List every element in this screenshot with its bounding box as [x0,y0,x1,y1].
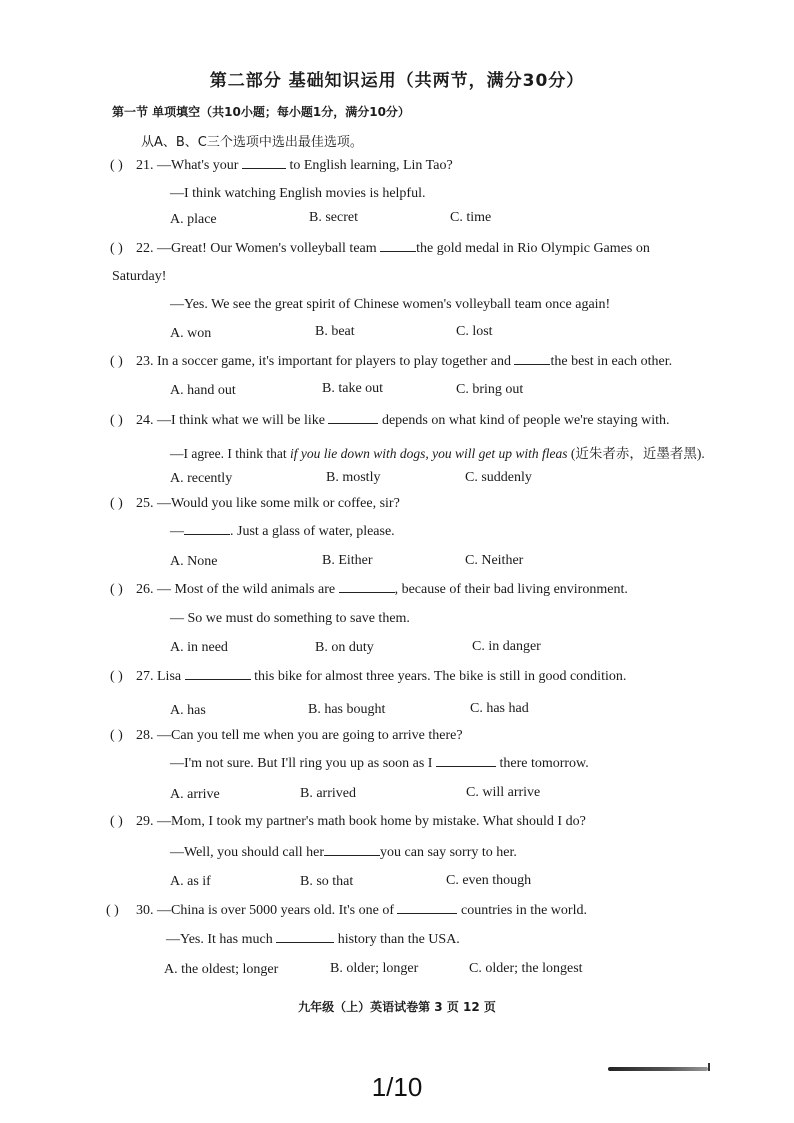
stem-text: depends on what kind of people we're staying with. [378,413,670,428]
option-b: B. beat [315,324,355,339]
option-b: B. arrived [300,786,356,801]
stem-text: this bike for almost three years. The bike is still in good condition. [250,669,627,684]
option-a: A. hand out [170,383,236,398]
idiom-text: if you lie down with dogs, you will get up with fleas [289,446,568,461]
page-footer: 九年级（上）英语试卷第 3 页 12 页 [298,1000,496,1014]
option-a: A. the oldest; longer [164,962,279,977]
scan-mark-tick [708,1063,710,1071]
answer-bracket[interactable]: ( ) [110,669,123,684]
question-stem [136,241,650,257]
option-c: C. in danger [472,639,541,654]
question-stem [136,669,626,685]
question-stem [136,413,669,429]
answer-blank [184,533,230,535]
answer-bracket[interactable]: ( ) [110,158,123,173]
question-line2: —I think watching English movies is helpful. [170,186,426,201]
stem-text: 21. —What's your [136,158,242,173]
option-a: A. has [170,703,206,718]
stem-text: 26. — Most of the wild animals are [136,582,339,597]
option-a: A. as if [170,874,211,889]
option-a: A. None [170,554,218,569]
answer-blank [380,250,416,252]
option-c: C. lost [456,324,493,339]
stem-text: (近朱者赤，近墨者黑). [567,446,705,461]
question-stem-cont: Saturday! [112,269,167,284]
option-c: C. bring out [456,382,524,397]
answer-bracket[interactable]: ( ) [110,814,123,829]
answer-blank [436,765,496,767]
answer-bracket[interactable]: ( ) [110,496,123,511]
option-a: A. won [170,326,212,341]
option-a: A. in need [170,640,228,655]
page-indicator: 1/10 [371,1072,423,1102]
stem-text: . Just a glass of water, please. [230,524,395,539]
question-line2: —Yes. We see the great spirit of Chinese women's volleyball team once again! [170,297,611,312]
stem-text: —I'm not sure. But I'll ring you up as soon as I [170,756,436,771]
answer-blank [397,912,457,914]
stem-text: history than the USA. [334,932,460,947]
option-b: B. Either [322,553,373,568]
scan-mark [608,1067,708,1071]
answer-bracket[interactable]: ( ) [110,728,123,743]
question-line2 [170,756,589,772]
stem-text: 23. In a soccer game, it's important for players to play together and [136,354,515,369]
question-line2 [170,442,705,462]
question-line2 [166,932,460,948]
part-title: 第二部分 基础知识运用（共两节，满分30分） [209,71,585,91]
answer-bracket[interactable]: ( ) [110,354,123,369]
answer-blank [276,941,334,943]
option-c: C. will arrive [466,785,541,800]
stem-text: — [170,524,184,539]
question-stem: 28. —Can you tell me when you are going to arrive there? [136,728,463,743]
option-c: C. older; the longest [469,961,583,976]
answer-blank [324,854,380,856]
option-a: A. place [170,212,217,227]
stem-text: 22. —Great! Our Women's volleyball team [136,241,381,256]
option-b: B. take out [322,381,384,396]
stem-text: you can say sorry to her. [380,845,517,860]
answer-blank [242,167,286,169]
stem-text: to English learning, Lin Tao? [285,158,453,173]
stem-text: , because of their bad living environment. [394,582,628,597]
option-a: A. arrive [170,787,220,802]
stem-text: —Well, you should call her [170,845,325,860]
stem-text: countries in the world. [457,903,587,918]
answer-blank [185,678,251,680]
stem-text: —Yes. It has much [166,932,277,947]
option-b: B. on duty [315,640,374,655]
question-stem: 25. —Would you like some milk or coffee, sir? [136,496,400,511]
option-c: C. has had [470,701,529,716]
option-b: B. secret [309,210,358,225]
option-b: B. so that [300,874,354,889]
answer-blank [339,591,395,593]
stem-text: the best in each other. [550,354,673,369]
question-line2 [170,524,395,540]
option-c: C. time [450,210,492,225]
stem-text: 30. —China is over 5000 years old. It's one of [136,903,398,918]
question-line2: — So we must do something to save them. [170,611,410,626]
answer-bracket[interactable]: ( ) [110,413,123,428]
stem-text: the gold medal in Rio Olympic Games on [416,241,650,256]
question-stem: 29. —Mom, I took my partner's math book home by mistake. What should I do? [136,814,586,829]
option-c: C. suddenly [465,470,532,485]
answer-blank [328,422,378,424]
answer-bracket[interactable]: ( ) [110,241,123,256]
answer-bracket[interactable]: ( ) [106,903,119,918]
question-line2 [170,845,517,861]
question-stem [136,903,587,919]
answer-blank [514,363,550,365]
answer-bracket[interactable]: ( ) [110,582,123,597]
stem-text: —I agree. I think that [170,446,290,461]
option-c: C. Neither [465,553,524,568]
section-instruction: 从A、B、C三个选项中选出最佳选项。 [141,135,363,150]
option-c: C. even though [446,873,532,888]
option-b: B. mostly [326,470,381,485]
question-stem [136,354,672,370]
option-b: B. has bought [308,702,386,717]
option-b: B. older; longer [330,961,419,976]
stem-text: 24. —I think what we will be like [136,413,329,428]
question-stem [136,582,628,598]
stem-text: there tomorrow. [495,756,589,771]
option-a: A. recently [170,471,233,486]
stem-text: 27. Lisa [136,669,185,684]
section-heading: 第一节 单项填空（共10小题；每小题1分，满分10分） [112,105,410,119]
question-stem [136,158,453,174]
